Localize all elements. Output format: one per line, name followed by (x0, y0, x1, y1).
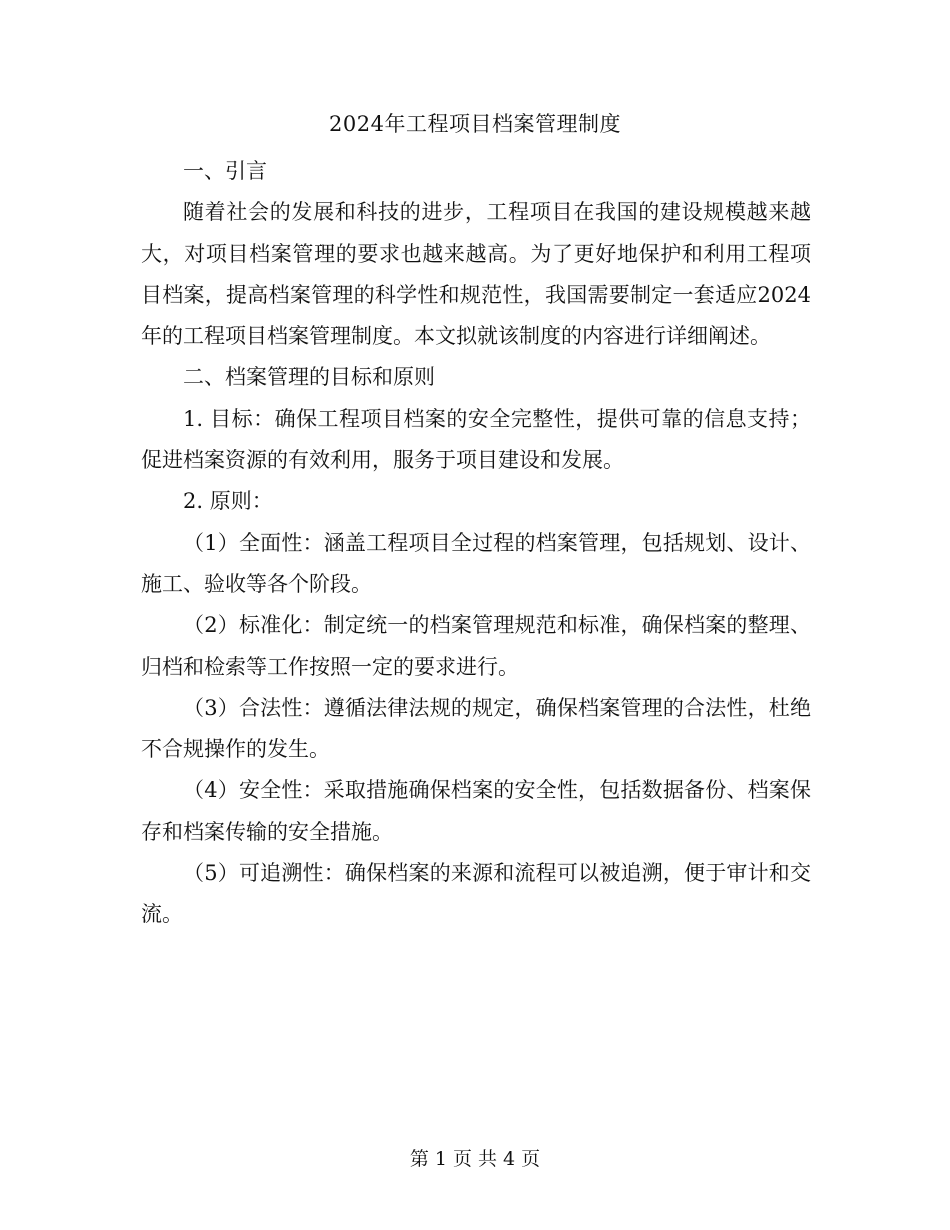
principle-item-traceability: （5）可追溯性：确保档案的来源和流程可以被追溯，便于审计和交流。 (141, 861, 811, 927)
section-heading-introduction: 一、引言 (183, 159, 267, 183)
principle-item-legality: （3）合法性：遵循法律法规的规定，确保档案管理的合法性，杜绝不合规操作的发生。 (141, 695, 811, 762)
page-footer: 第 1 页 共 4 页 (409, 1148, 541, 1170)
principle-item-comprehensive: （1）全面性：涵盖工程项目全过程的档案管理，包括规划、设计、施工、验收等各个阶段。 (141, 530, 811, 596)
paragraph-principles-label: 2. 原则： (183, 489, 273, 514)
document-body (141, 151, 811, 936)
principle-item-security: （4）安全性：采取措施确保档案的安全性，包括数据备份、档案保存和档案传输的安全措施。 (141, 778, 811, 844)
principle-item-standardization: （2）标准化：制定统一的档案管理规范和标准，确保档案的整理、归档和检索等工作按照一定的要求进行。 (141, 613, 811, 679)
document-title: 2024年工程项目档案管理制度 (329, 112, 621, 136)
section-heading-goals-principles: 二、档案管理的目标和原则 (183, 365, 435, 390)
paragraph-goal: 1. 目标：确保工程项目档案的安全完整性，提供可靠的信息支持；促进档案资源的有效利用，服务于项目建设和发展。 (141, 406, 811, 473)
paragraph-introduction: 随着社会的发展和科技的进步，工程项目在我国的建设规模越来越大，对项目档案管理的要求也越来越高。为了更好地保护和利用工程项目档案，提高档案管理的科学性和规范性，我国需要制定一套适应2024年的工程项目档案管理制度。本文拟就该制度的内容进行详细阐述。 (141, 200, 811, 349)
